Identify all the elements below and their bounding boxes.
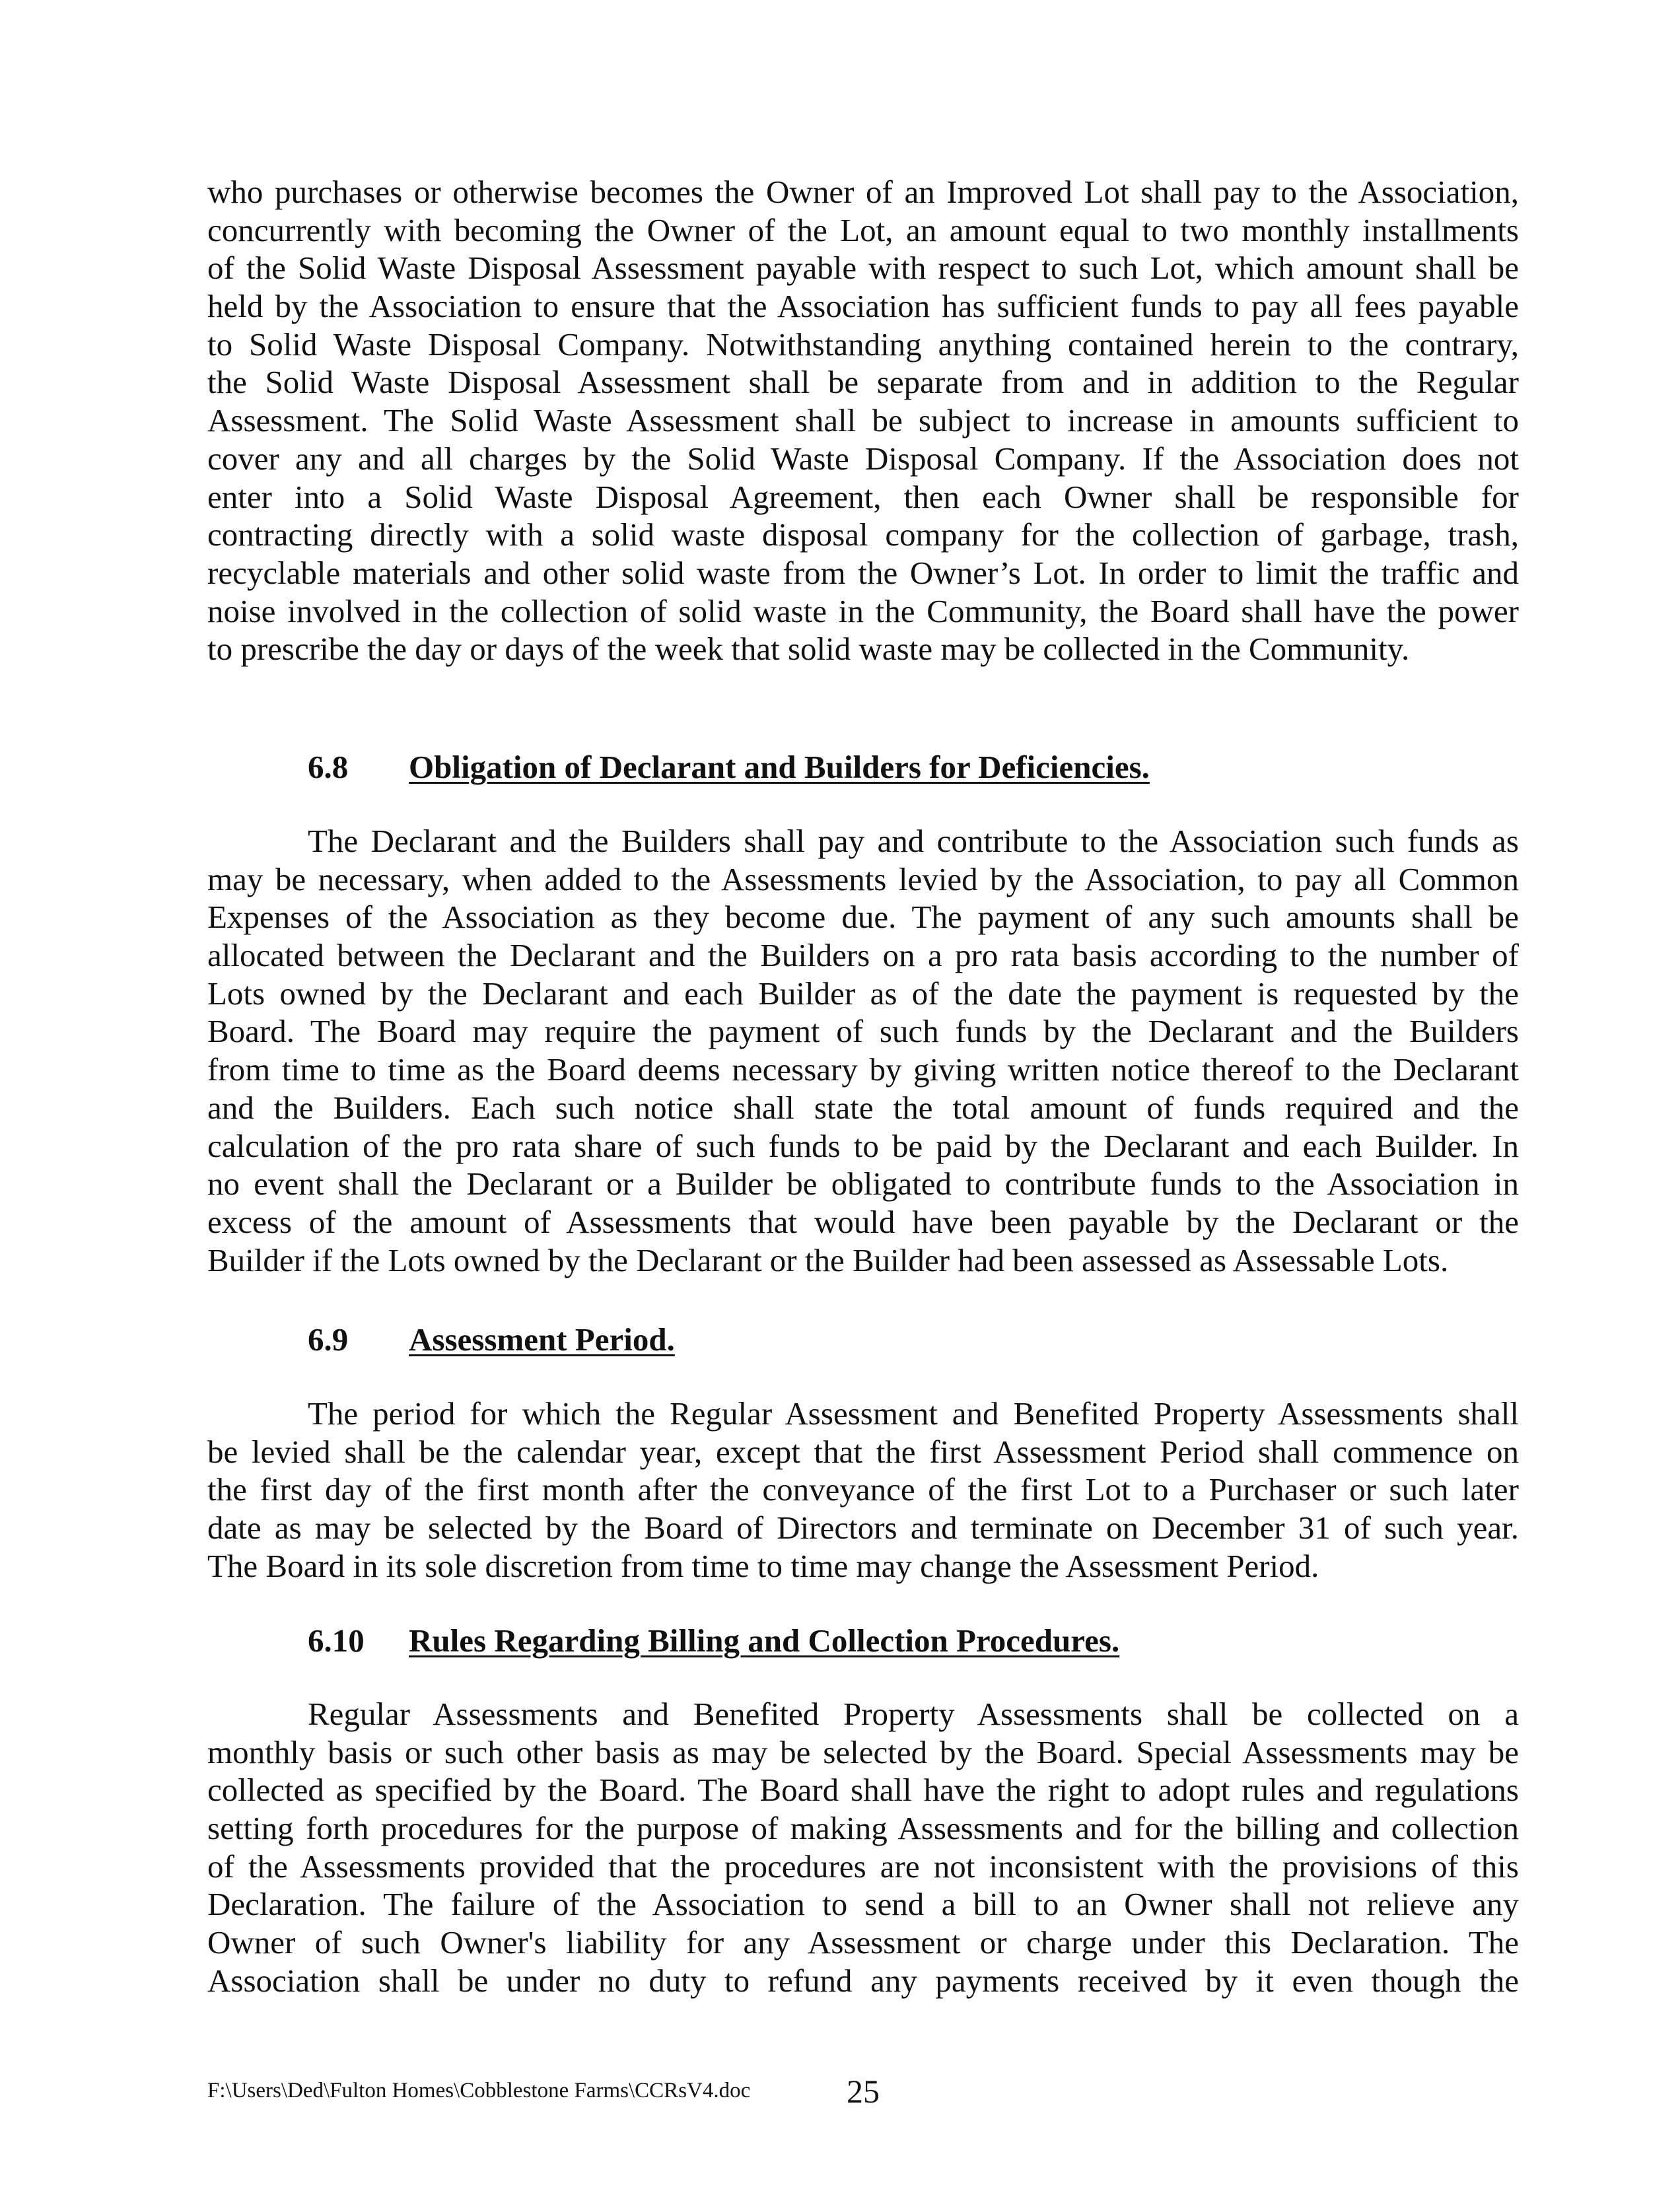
text-line: enter into a Solid Waste Disposal Agreement, then each Owner shall be responsible for [207,478,1519,515]
text-line: setting forth procedures for the purpose of making Assessments and for the billing and collection [207,1810,1519,1847]
text-line: and the Builders. Each such notice shall state the total amount of funds required and the [207,1089,1519,1126]
text-line: Assessment. The Solid Waste Assessment shall be subject to increase in amounts sufficient to [207,402,1519,439]
text-line: be levied shall be the calendar year, except that the first Assessment Period shall commence on [207,1433,1519,1470]
text-line: The period for which the Regular Assessment and Benefited Property Assessments shall [308,1395,1519,1432]
text-line: Expenses of the Association as they become due. The payment of any such amounts shall be [207,899,1519,936]
paragraph-obligation [207,822,1519,1279]
text-line: calculation of the pro rata share of such funds to be paid by the Declarant and each Builder. In [207,1127,1519,1164]
text-line: no event shall the Declarant or a Builder be obligated to contribute funds to the Association in [207,1165,1519,1202]
paragraph-billing-rules [207,1695,1519,2000]
text-line: The Declarant and the Builders shall pay and contribute to the Association such funds as [308,823,1519,859]
text-line: allocated between the Declarant and the Builders on a pro rata basis according to the number of [207,937,1519,974]
page-number: 25 [847,2073,880,2110]
text-line: to prescribe the day or days of the week that solid waste may be collected in the Community. [207,631,1410,668]
text-line: Declaration. The failure of the Association to send a bill to an Owner shall not relieve any [207,1886,1519,1923]
text-line: may be necessary, when added to the Assessments levied by the Association, to pay all Common [207,860,1519,897]
footer-file-path: F:\Users\Ded\Fulton Homes\Cobblestone Farms\CCRsV4.doc [207,2079,751,2102]
text-line: concurrently with becoming the Owner of the Lot, an amount equal to two monthly installments [207,211,1519,248]
text-line: Board. The Board may require the payment of such funds by the Declarant and the Builders [207,1013,1519,1050]
section-title: Assessment Period. [409,1321,675,1358]
text-line: Owner of such Owner's liability for any Assessment or charge under this Declaration. The [207,1924,1519,1961]
text-line: The Board in its sole discretion from time to time may change the Assessment Period. [207,1547,1319,1584]
text-line: who purchases or otherwise becomes the Owner of an Improved Lot shall pay to the Association, [207,174,1519,210]
paragraph-assessment-period [207,1395,1519,1585]
paragraph-solid-waste [207,173,1519,668]
section-number: 6.8 [308,749,349,785]
section-number: 6.10 [308,1622,365,1659]
section-heading-6-10 [308,1621,1119,1661]
text-line: Lots owned by the Declarant and each Builder as of the date the payment is requested by the [207,975,1519,1012]
text-line: date as may be selected by the Board of Directors and terminate on December 31 of such year. [207,1510,1519,1546]
text-line: contracting directly with a solid waste disposal company for the collection of garbage, trash, [207,516,1519,553]
text-line: Builder if the Lots owned by the Declarant or the Builder had been assessed as Assessable Lots. [207,1241,1449,1278]
text-line: of the Solid Waste Disposal Assessment payable with respect to such Lot, which amount shall be [207,250,1519,287]
section-title: Obligation of Declarant and Builders for Deficiencies. [409,749,1150,785]
text-line: Association shall be under no duty to refund any payments received by it even though the [207,1962,1519,1999]
text-line: cover any and all charges by the Solid Waste Disposal Company. If the Association does not [207,440,1519,477]
section-heading-6-8 [308,747,1150,787]
text-line: the Solid Waste Disposal Assessment shall be separate from and in addition to the Regular [207,364,1519,401]
text-line: monthly basis or such other basis as may be selected by the Board. Special Assessments may be [207,1733,1519,1770]
text-line: recyclable materials and other solid waste from the Owner’s Lot. In order to limit the traffic and [207,554,1519,591]
text-line: the first day of the first month after the conveyance of the first Lot to a Purchaser or such later [207,1471,1519,1508]
section-number: 6.9 [308,1321,349,1358]
text-line: from time to time as the Board deems necessary by giving written notice thereof to the Declarant [207,1051,1519,1088]
section-heading-6-9 [308,1320,675,1360]
text-line: to Solid Waste Disposal Company. Notwithstanding anything contained herein to the contrary, [207,326,1519,363]
text-line: excess of the amount of Assessments that would have been payable by the Declarant or the [207,1203,1519,1240]
text-line: noise involved in the collection of solid waste in the Community, the Board shall have the power [207,592,1519,629]
text-line: Regular Assessments and Benefited Property Assessments shall be collected on a [308,1696,1519,1732]
text-line: of the Assessments provided that the procedures are not inconsistent with the provisions of this [207,1848,1519,1885]
text-line: held by the Association to ensure that the Association has sufficient funds to pay all fees payable [207,288,1519,325]
section-title: Rules Regarding Billing and Collection Procedures. [409,1622,1120,1659]
text-line: collected as specified by the Board. The Board shall have the right to adopt rules and regulations [207,1772,1519,1809]
